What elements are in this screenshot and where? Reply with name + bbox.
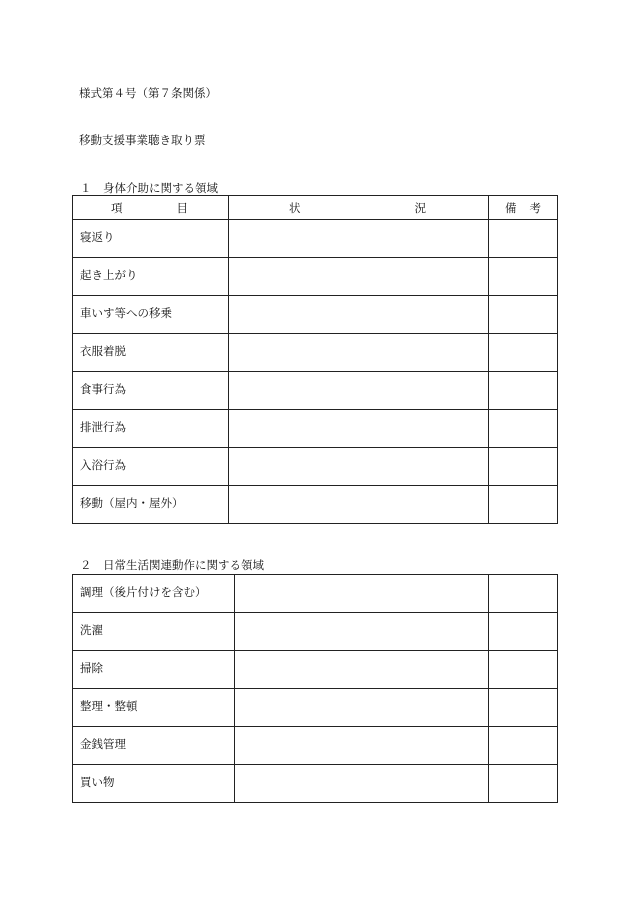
remarks-cell[interactable]: [489, 689, 558, 727]
status-cell[interactable]: [235, 689, 489, 727]
header-remarks-char2: 考: [529, 200, 541, 215]
header-item-char2: 目: [176, 200, 188, 215]
remarks-cell[interactable]: [489, 727, 558, 765]
table-row: [73, 689, 558, 727]
table-row: [73, 575, 558, 613]
status-cell[interactable]: [229, 258, 489, 296]
table-row: [73, 651, 558, 689]
table-row: [73, 220, 558, 258]
item-cell: [73, 486, 229, 524]
daily-living-table: [72, 574, 558, 803]
item-label: 掃除: [80, 661, 103, 675]
table-row: [73, 448, 558, 486]
header-remarks: [489, 196, 558, 220]
item-label: 起き上がり: [80, 268, 138, 282]
status-cell[interactable]: [235, 651, 489, 689]
table-row: [73, 765, 558, 803]
header-item-char1: 項: [111, 200, 123, 215]
header-status-char1: 状: [289, 200, 301, 215]
physical-assistance-table: [72, 195, 558, 524]
status-cell[interactable]: [235, 575, 489, 613]
remarks-cell[interactable]: [489, 220, 558, 258]
section1-title: １ 身体介助に関する領域: [80, 181, 218, 195]
table-row: [73, 334, 558, 372]
remarks-cell[interactable]: [489, 258, 558, 296]
item-label: 調理（後片付けを含む）: [80, 585, 207, 599]
item-label: 整理・整頓: [80, 699, 138, 713]
remarks-cell[interactable]: [489, 486, 558, 524]
table-row: [73, 372, 558, 410]
table-row: [73, 727, 558, 765]
table-row: [73, 613, 558, 651]
status-cell[interactable]: [229, 448, 489, 486]
item-cell: [73, 448, 229, 486]
remarks-cell[interactable]: [489, 334, 558, 372]
status-cell[interactable]: [229, 372, 489, 410]
item-cell: [73, 296, 229, 334]
item-cell: [73, 258, 229, 296]
status-cell[interactable]: [229, 220, 489, 258]
status-cell[interactable]: [229, 486, 489, 524]
header-remarks-char1: 備: [505, 200, 517, 215]
remarks-cell[interactable]: [489, 651, 558, 689]
item-cell: [73, 220, 229, 258]
status-cell[interactable]: [235, 613, 489, 651]
header-status: [229, 196, 489, 220]
remarks-cell[interactable]: [489, 372, 558, 410]
item-cell: [73, 689, 235, 727]
item-label: 車いす等への移乗: [80, 306, 172, 320]
item-cell: [73, 651, 235, 689]
table-row: [73, 296, 558, 334]
item-cell: [73, 334, 229, 372]
item-cell: [73, 372, 229, 410]
status-cell[interactable]: [229, 296, 489, 334]
remarks-cell[interactable]: [489, 613, 558, 651]
header-item: [73, 196, 229, 220]
table-row: [73, 410, 558, 448]
item-label: 排泄行為: [80, 420, 126, 434]
remarks-cell[interactable]: [489, 296, 558, 334]
item-cell: [73, 575, 235, 613]
form-number: 様式第４号（第７条関係）: [79, 86, 217, 100]
item-cell: [73, 765, 235, 803]
item-label: 移動（屋内・屋外）: [80, 496, 184, 510]
table-row: [73, 486, 558, 524]
item-cell: [73, 727, 235, 765]
item-cell: [73, 410, 229, 448]
status-cell[interactable]: [235, 765, 489, 803]
status-cell[interactable]: [229, 334, 489, 372]
section2-title: ２ 日常生活関連動作に関する領域: [80, 558, 264, 572]
table-header-row: [73, 196, 558, 220]
header-status-char2: 況: [414, 200, 426, 215]
remarks-cell[interactable]: [489, 765, 558, 803]
item-label: 入浴行為: [80, 458, 126, 472]
document-title: 移動支援事業聴き取り票: [79, 133, 206, 147]
item-label: 買い物: [80, 775, 115, 789]
item-label: 寝返り: [80, 230, 115, 244]
item-label: 洗濯: [80, 623, 103, 637]
item-label: 食事行為: [80, 382, 126, 396]
table-row: [73, 258, 558, 296]
item-cell: [73, 613, 235, 651]
status-cell[interactable]: [229, 410, 489, 448]
item-label: 金銭管理: [80, 737, 126, 751]
status-cell[interactable]: [235, 727, 489, 765]
remarks-cell[interactable]: [489, 410, 558, 448]
item-label: 衣服着脱: [80, 344, 126, 358]
remarks-cell[interactable]: [489, 448, 558, 486]
remarks-cell[interactable]: [489, 575, 558, 613]
